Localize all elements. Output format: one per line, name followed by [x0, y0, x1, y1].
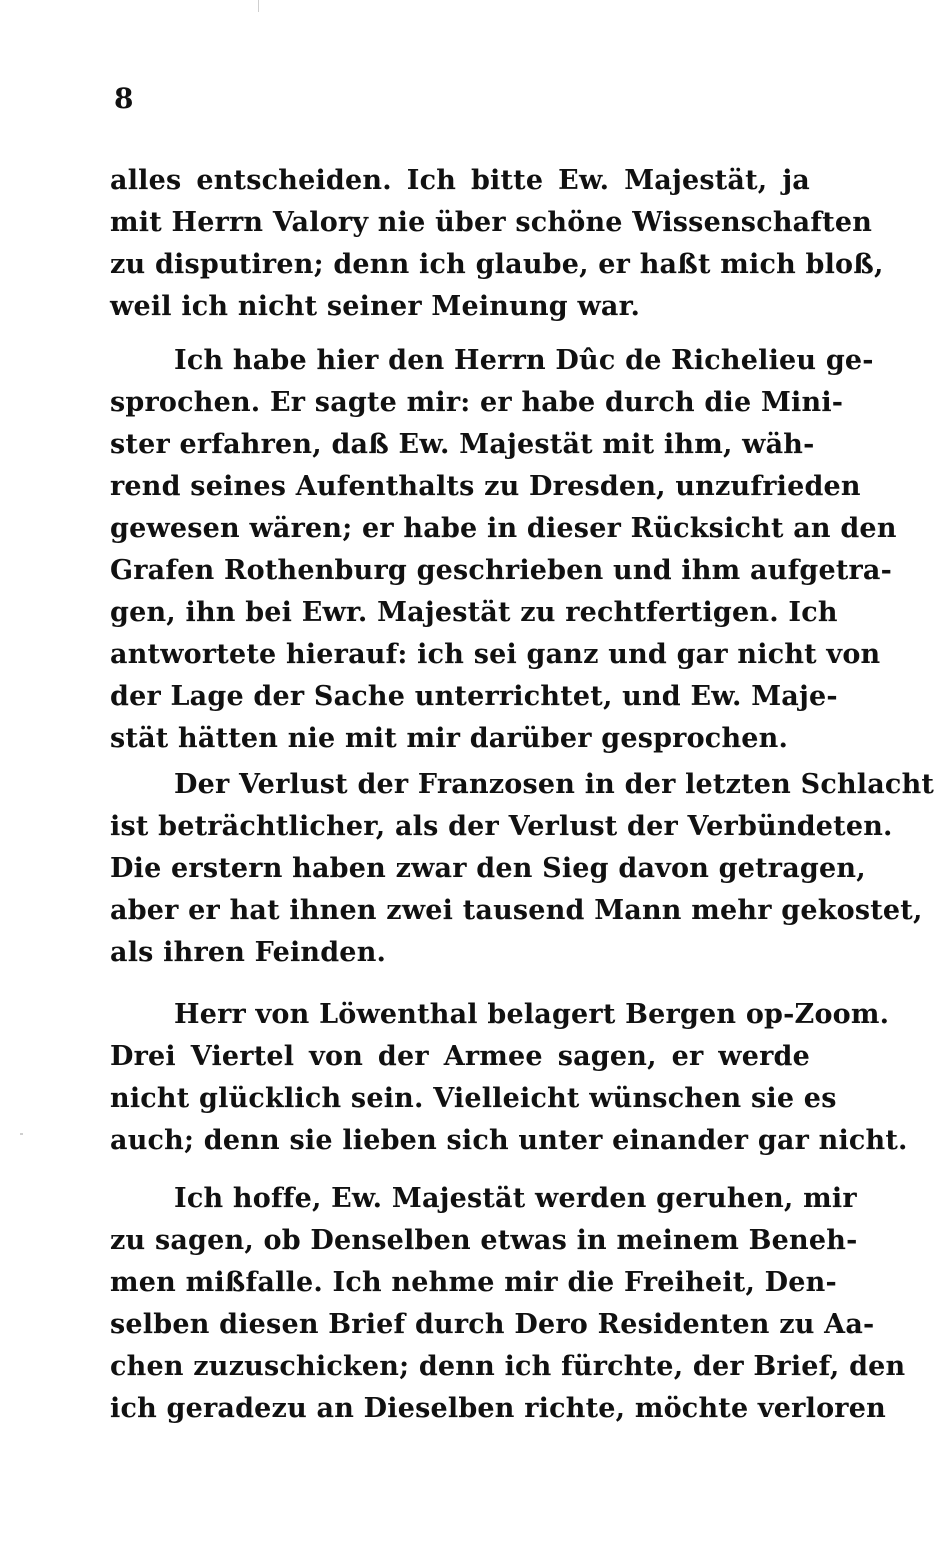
text-line: gewesen wären; er habe in dieser Rücksicht an den: [110, 513, 897, 544]
text-line: stät hätten nie mit mir darüber gesprochen.: [110, 723, 789, 754]
text-line: gen, ihn bei Ewr. Majestät zu rechtfertigen. Ich: [110, 597, 838, 628]
text-line: sprochen. Er sagte mir: er habe durch die Mini-: [110, 387, 844, 418]
text-line: ster erfahren, daß Ew. Majestät mit ihm, wäh-: [110, 429, 815, 460]
text-line: rend seines Aufenthalts zu Dresden, unzufrieden: [110, 471, 861, 502]
text-line: selben diesen Brief durch Dero Residenten zu Aa-: [110, 1309, 875, 1340]
text-line: antwortete hierauf: ich sei ganz und gar nicht von: [110, 639, 881, 670]
paragraph: [110, 160, 884, 328]
text-line: alles entscheiden. Ich bitte Ew. Majestät, ja: [110, 165, 810, 196]
text-line: auch; denn sie lieben sich unter einander gar nicht.: [110, 1125, 908, 1156]
paragraph: [110, 994, 908, 1162]
text-line: zu sagen, ob Denselben etwas in meinem Beneh-: [110, 1225, 858, 1256]
text-line: chen zuzuschicken; denn ich fürchte, der Brief, den: [110, 1351, 906, 1382]
page-number: 8: [114, 82, 134, 115]
text-line: aber er hat ihnen zwei tausend Mann mehr gekostet,: [110, 895, 923, 926]
text-line: zu disputiren; denn ich glaube, er haßt mich bloß,: [110, 249, 884, 280]
text-line: der Lage der Sache unterrichtet, und Ew. Maje-: [110, 681, 838, 712]
text-line: ich geradezu an Dieselben richte, möchte verloren: [110, 1393, 886, 1424]
text-line: Ich hoffe, Ew. Majestät werden geruhen, mir: [174, 1183, 857, 1214]
paragraph: [110, 1178, 906, 1430]
text-line: Die erstern haben zwar den Sieg davon getragen,: [110, 853, 866, 884]
text-line: Ich habe hier den Herrn Dûc de Richelieu ge-: [174, 345, 874, 376]
scan-mark: [258, 0, 259, 12]
text-line: Der Verlust der Franzosen in der letzten Schlacht: [174, 769, 934, 800]
paragraph: [110, 764, 934, 974]
scan-mark: [20, 1133, 23, 1135]
text-line: men mißfalle. Ich nehme mir die Freiheit, Den-: [110, 1267, 837, 1298]
paragraph: [110, 340, 897, 760]
text-line: als ihren Feinden.: [110, 937, 387, 968]
text-line: Drei Viertel von der Armee sagen, er werde: [110, 1041, 810, 1072]
text-line: mit Herrn Valory nie über schöne Wissenschaften: [110, 207, 873, 238]
text-line: ist beträchtlicher, als der Verlust der Verbündeten.: [110, 811, 893, 842]
text-line: Grafen Rothenburg geschrieben und ihm aufgetra-: [110, 555, 893, 586]
text-line: nicht glücklich sein. Vielleicht wünschen sie es: [110, 1083, 837, 1114]
text-line: Herr von Löwenthal belagert Bergen op-Zoom.: [174, 999, 890, 1030]
text-line: weil ich nicht seiner Meinung war.: [110, 291, 641, 322]
